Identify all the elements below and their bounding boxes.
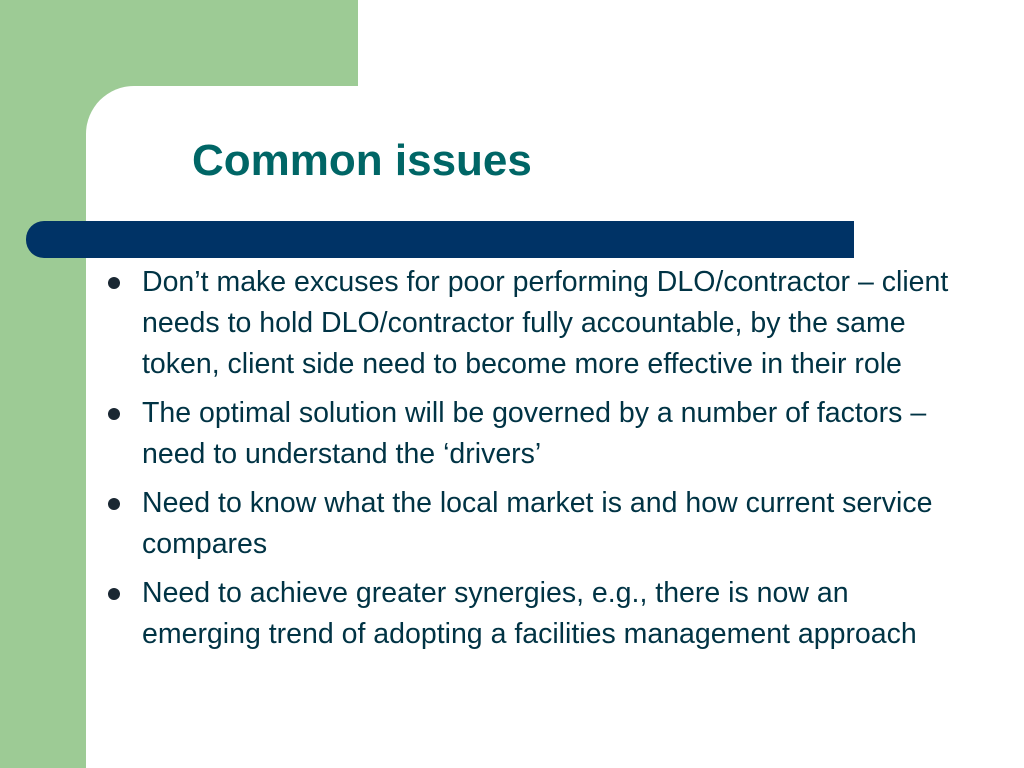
title-underline-bar (26, 221, 854, 258)
bullet-dot-icon (108, 408, 120, 420)
bullet-item-4 (104, 573, 954, 655)
bullet-item-1 (104, 262, 954, 385)
bullet-text: Need to achieve greater synergies, e.g., there is now an emerging trend of adopting a facilities management approach (142, 577, 917, 650)
slide-title: Common issues (192, 136, 532, 185)
bullet-dot-icon (108, 498, 120, 510)
bullet-text: Need to know what the local market is and how current service compares (142, 487, 933, 560)
bullet-text: Don’t make excuses for poor performing DLO/contractor – client needs to hold DLO/contractor fully accountable, by the same token, client side need to become more effective in their role (142, 266, 949, 380)
bullet-dot-icon (108, 588, 120, 600)
bullet-item-2 (104, 393, 954, 475)
bullet-text: The optimal solution will be governed by a number of factors – need to understand the ‘drivers’ (142, 397, 927, 470)
bullet-item-3 (104, 483, 954, 565)
bullet-dot-icon (108, 277, 120, 289)
bullet-list (104, 262, 954, 663)
